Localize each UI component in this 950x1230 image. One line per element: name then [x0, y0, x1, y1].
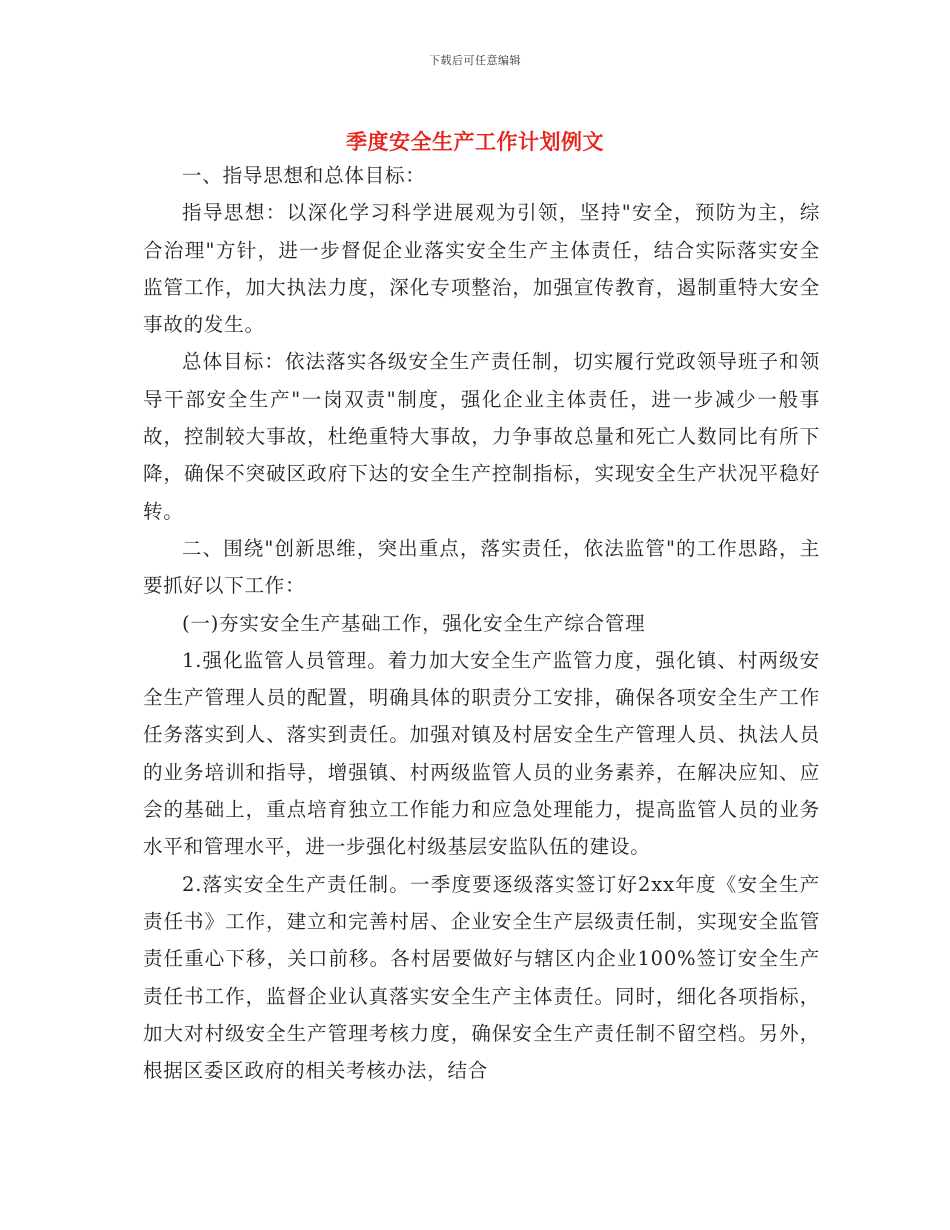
paragraph-item-2: 2.落实安全生产责任制。一季度要逐级落实签订好2xx年度《安全生产责任书》工作，建立和完善村居、企业安全生产层级责任制，实现安全监管责任重心下移，关口前移。各村居要做好与辖区内企业100%签订安全生产责任书工作，监督企业认真落实安全生产主体责任。同时，细化各项指标，加大对村级安全生产管理考核力度，确保安全生产责任制不留空档。另外，根据区委区政府的相关考核办法，结合 [143, 872, 820, 1083]
document-body [143, 157, 820, 1089]
paragraph-item-1: 1.强化监管人员管理。着力加大安全生产监管力度，强化镇、村两级安全生产管理人员的配置，明确具体的职责分工安排，确保各项安全生产工作任务落实到人、落实到责任。加强对镇及村居安全生产管理人员、执法人员的业务培训和指导，增强镇、村两级监管人员的业务素养，在解决应知、应会的基础上，重点培育独立工作能力和应急处理能力，提高监管人员的业务水平和管理水平，进一步强化村级基层安监队伍的建设。 [143, 648, 820, 859]
paragraph-overall-goal: 总体目标：依法落实各级安全生产责任制，切实履行党政领导班子和领导干部安全生产"一岗双责"制度，强化企业主体责任，进一步减少一般事故，控制较大事故，杜绝重特大事故，力争事故总量和死亡人数同比有所下降，确保不突破区政府下达的安全生产控制指标，实现安全生产状况平稳好转。 [143, 350, 820, 523]
paragraph-guiding-thought: 指导思想：以深化学习科学进展观为引领，坚持"安全，预防为主，综合治理"方针，进一步督促企业落实安全生产主体责任，结合实际落实安全监管工作，加大执法力度，深化专项整治，加强宣传教育，遏制重特大安全事故的发生。 [143, 201, 820, 337]
header-note: 下载后可任意编辑 [429, 54, 521, 67]
section-heading-1: 一、指导思想和总体目标： [182, 164, 426, 187]
document-title: 季度安全生产工作计划例文 [346, 129, 604, 155]
section-heading-2: 二、围绕"创新思维，突出重点，落实责任，依法监管"的工作思路，主要抓好以下工作： [143, 536, 820, 598]
subsection-heading-1: (一)夯实安全生产基础工作，强化安全生产综合管理 [182, 611, 646, 635]
